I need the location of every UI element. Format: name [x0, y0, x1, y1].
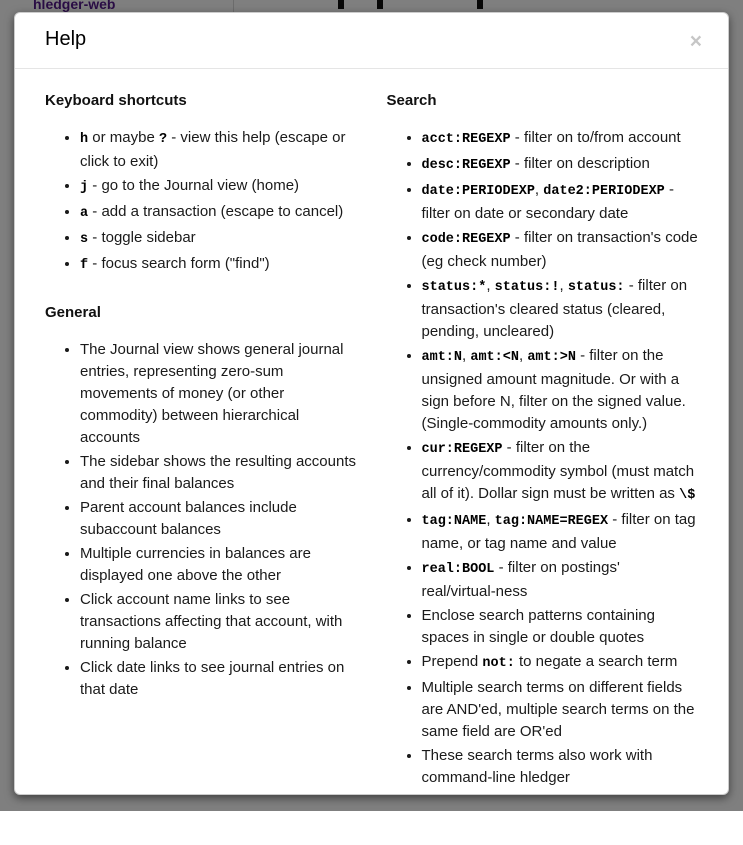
modal-body [15, 69, 728, 845]
code-term: acct:REGEXP [421, 132, 511, 147]
help-list-item: • The Journal view shows general journal entries, representing zero-sum movements of money (or other commodity) between hierarchical accounts [80, 339, 357, 449]
help-list-item: • acct:REGEXP - filter on to/from account [422, 127, 699, 151]
help-list-item: • Multiple currencies in balances are displayed one above the other [80, 543, 357, 587]
help-list-item: • date:PERIODEXP, date2:PERIODEXP - filter on date or secondary date [422, 179, 699, 225]
section-heading: Keyboard shortcuts [45, 92, 187, 109]
help-list [45, 339, 357, 701]
help-list [387, 127, 699, 789]
section-heading: General [45, 304, 101, 321]
code-term: ? [158, 132, 168, 147]
code-term: date:PERIODEXP [421, 184, 535, 199]
code-term: desc:REGEXP [421, 158, 511, 173]
code-term: tag:NAME [421, 514, 487, 529]
help-list-item: • s - toggle sidebar [80, 227, 357, 251]
code-term: cur:REGEXP [421, 442, 503, 457]
help-list-item: • Enclose search patterns containing spaces in single or double quotes [422, 605, 699, 649]
code-term: f [80, 258, 89, 273]
help-column-left [30, 91, 372, 815]
code-term: j [80, 180, 89, 195]
code-term: amt:<N [470, 350, 519, 365]
help-list-item: • Click date links to see journal entries on that date [80, 657, 357, 701]
section-heading: Search [386, 92, 437, 109]
help-list-item: • desc:REGEXP - filter on description [422, 153, 699, 177]
code-term: s [80, 232, 89, 247]
help-list-item: • status:*, status:!, status: - filter on transaction's cleared status (cleared, pending, uncleared) [422, 275, 699, 343]
help-modal [14, 12, 729, 795]
modal-title: Help [45, 28, 87, 50]
help-list-item: • j - go to the Journal view (home) [80, 175, 357, 199]
help-list-item: • Prepend not: to negate a search term [422, 651, 699, 675]
help-list-item: • Click account name links to see transactions affecting that account, with running balance [80, 589, 357, 655]
modal-header [15, 13, 728, 69]
help-list-item: • cur:REGEXP - filter on the currency/commodity symbol (must match all of it). Dollar sign must be written as \$ [422, 437, 699, 507]
code-term: not: [482, 656, 515, 671]
help-list-item: • code:REGEXP - filter on transaction's code (eg check number) [422, 227, 699, 273]
code-term: h [80, 132, 89, 147]
help-list-item: • amt:N, amt:<N, amt:>N - filter on the unsigned amount magnitude. Or with a sign before N, filter on the signed value. (Single-commodity amounts only.) [422, 345, 699, 435]
code-term: status:* [421, 280, 487, 295]
help-list-item: • These search terms also work with command-line hledger [422, 745, 699, 789]
code-term: tag:NAME=REGEX [494, 514, 609, 529]
help-list-item: • The sidebar shows the resulting accounts and their final balances [80, 451, 357, 495]
help-list-item: • tag:NAME, tag:NAME=REGEX - filter on tag name, or tag name and value [422, 509, 699, 555]
code-term: amt:>N [527, 350, 576, 365]
help-list-item: • f - focus search form ("find") [80, 253, 357, 277]
code-term: status:! [494, 280, 560, 295]
help-list-item: • Multiple search terms on different fields are AND'ed, multiple search terms on the same field are OR'ed [422, 677, 699, 743]
code-term: a [80, 206, 89, 221]
help-column-right [372, 91, 714, 815]
help-list-item: • real:BOOL - filter on postings' real/virtual-ness [422, 557, 699, 603]
help-list [45, 127, 357, 277]
code-term: real:BOOL [421, 562, 495, 577]
help-list-item: • h or maybe ? - view this help (escape or click to exit) [80, 127, 357, 173]
code-term: status: [567, 280, 625, 295]
code-term: code:REGEXP [421, 232, 511, 247]
code-term: amt:N [421, 350, 463, 365]
help-list-item: • a - add a transaction (escape to cancel) [80, 201, 357, 225]
close-icon[interactable]: × [689, 30, 702, 53]
code-term: date2:PERIODEXP [543, 184, 665, 199]
help-list-item: • Parent account balances include subaccount balances [80, 497, 357, 541]
code-term: \$ [679, 488, 696, 503]
